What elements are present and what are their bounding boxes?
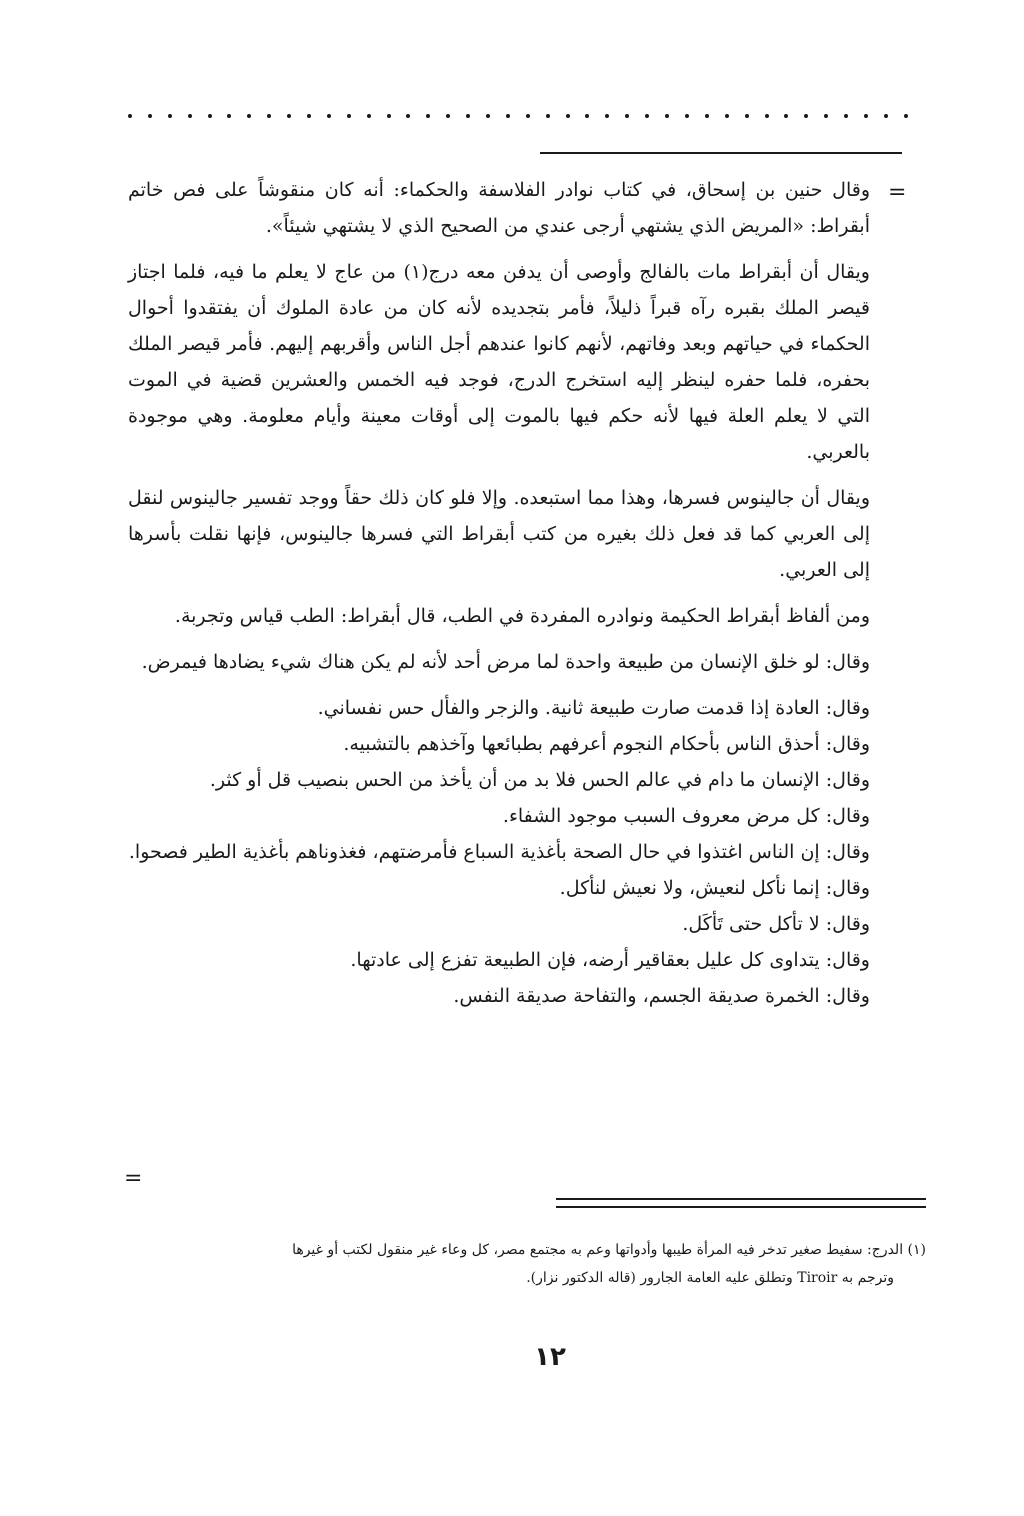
main-text	[128, 172, 870, 1014]
dotted-header-rule	[128, 106, 908, 126]
page-number-text: ١٢	[534, 1342, 566, 1372]
saying-item: وقال: إن الناس اغتذوا في حال الصحة بأغذية السباع فأمرضتهم، فغذوناهم بأغذية الطير فصحوا.	[128, 841, 870, 863]
paragraph: ومن ألفاظ أبقراط الحكيمة ونوادره المفردة في الطب، قال أبقراط: الطب قياس وتجربة.	[174, 605, 870, 627]
header-rule	[540, 152, 902, 154]
saying-item: وقال: الإنسان ما دام في عالم الحس فلا بد من أن يأخذ من الحس بنصيب قل أو كثر.	[209, 769, 870, 791]
paragraph: ويقال أن أبقراط مات بالفالج وأوصى أن يدفن معه درج(١) من عاج لا يعلم ما فيه، فلما اجتاز قيصر الملك بقبره رآه قبراً ذليلاً، فأمر بتجديده لأنه كان من عادة الملوك أن يفتقدوا أحوال الحكماء في حياتهم وبعد وفاتهم، لأنهم كانوا عندهم أجل الناس وأقربهم إليهم. فأمر قيصر الملك بحفره، فلما حفره لينظر إليه استخرج الدرج، فوجد فيه الخمس والعشرين قضية في الموت التي لا يعلم العلة فيها لأنه حكم فيها بالموت إلى أوقات معينة وأيام معلومة. وهي موجودة بالعربي.	[128, 261, 870, 463]
continuation-marker-end: =	[124, 1166, 143, 1191]
page-number	[0, 1342, 1024, 1372]
sayings-list	[128, 690, 870, 1014]
continuation-marker-start: =	[888, 180, 907, 205]
saying-item: وقال: الخمرة صديقة الجسم، والتفاحة صديقة النفس.	[453, 985, 870, 1007]
footnote-separator	[556, 1198, 926, 1208]
saying-item: وقال: العادة إذا قدمت صارت طبيعة ثانية. والزجر والفأل حس نفساني.	[317, 697, 870, 719]
saying-item: وقال: إنما نأكل لنعيش، ولا نعيش لنأكل.	[559, 877, 870, 899]
saying-item: وقال: يتداوى كل عليل بعقاقير أرضه، فإن الطبيعة تفزع إلى عادتها.	[350, 949, 870, 971]
footnote	[126, 1236, 926, 1292]
saying-item: وقال: أحذق الناس بأحكام النجوم أعرفهم بطبائعها وآخذهم بالتشبيه.	[343, 733, 870, 755]
paragraph: وقال: لو خلق الإنسان من طبيعة واحدة لما مرض أحد لأنه لم يكن هناك شيء يضادها فيمرض.	[141, 651, 870, 673]
saying-item: وقال: كل مرض معروف السبب موجود الشفاء.	[502, 805, 870, 827]
saying-item: وقال: لا تأكل حتى تَأكَل.	[682, 913, 870, 935]
footnote-line: (١) الدرج: سفيط صغير تدخر فيه المرأة طيبها وأدواتها وعم به مجتمع مصر، كل وعاء غير منقول لكتب أو غيرها	[292, 1242, 926, 1258]
footnote-line: وترجم به Tiroir وتطلق عليه العامة الجارور (قاله الدكتور نزار).	[526, 1270, 894, 1286]
paragraph: ويقال أن جالينوس فسرها، وهذا مما استبعده. وإلا فلو كان ذلك حقاً ووجد تفسير جالينوس لنقل إلى العربي كما قد فعل ذلك بغيره من كتب أبقراط التي فسرها جالينوس، فإنها نقلت بأسرها إلى العربي.	[128, 487, 870, 581]
paragraph: وقال حنين بن إسحاق، في كتاب نوادر الفلاسفة والحكماء: أنه كان منقوشاً على فص خاتم أبقراط: «المريض الذي يشتهي أرجى عندي من الصحيح الذي لا يشتهي شيئاً».	[128, 179, 870, 237]
